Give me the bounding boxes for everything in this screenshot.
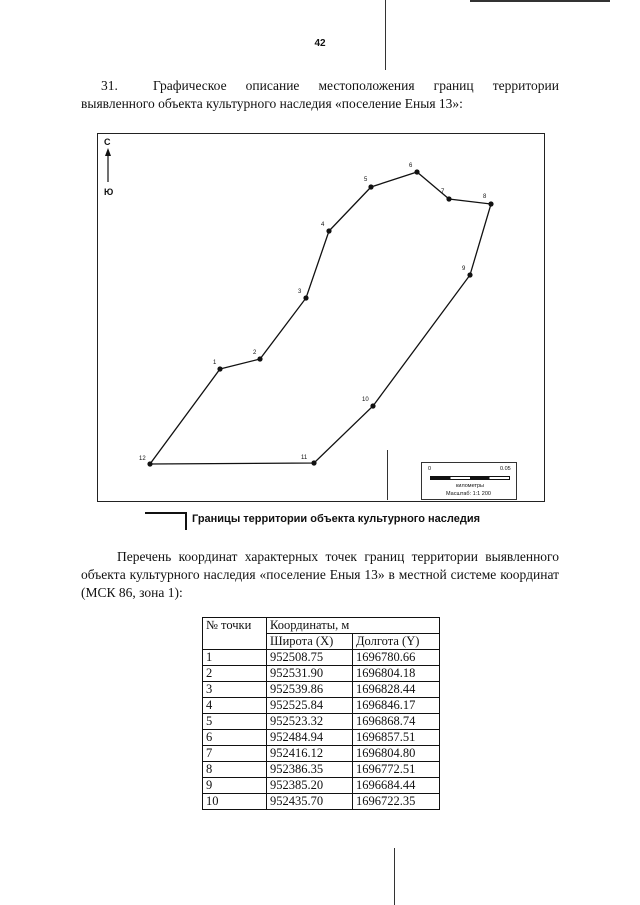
cell-longitude: 1696804.80 bbox=[353, 746, 440, 762]
point-label-6: 6 bbox=[409, 163, 413, 169]
boundary-point-6 bbox=[414, 169, 419, 174]
cell-point: 8 bbox=[203, 762, 267, 778]
boundary-point-1 bbox=[217, 366, 222, 371]
scan-artifact-line bbox=[470, 0, 610, 2]
cell-latitude: 952539.86 bbox=[267, 682, 353, 698]
header-latitude: Широта (X) bbox=[267, 634, 353, 650]
table-row bbox=[203, 762, 440, 778]
table-row bbox=[203, 746, 440, 762]
point-label-12: 12 bbox=[139, 456, 146, 462]
scan-artifact-line bbox=[385, 0, 386, 70]
coordinates-intro-text: Перечень координат характерных точек границ территории выявленного объекта культурного наследия «поселение Еныя 13» в местной системе координат (МСК 86, зона 1): bbox=[81, 549, 559, 600]
cell-point: 5 bbox=[203, 714, 267, 730]
section-heading-text: Графическое описание местоположения границ территории выявленного объекта культурного наследия «поселение Еныя 13»: bbox=[81, 78, 559, 111]
map-scale-bar bbox=[421, 462, 517, 500]
cell-longitude: 1696684.44 bbox=[353, 778, 440, 794]
coordinates-table bbox=[202, 617, 440, 810]
table-row bbox=[203, 682, 440, 698]
compass-north-label: С bbox=[104, 137, 111, 147]
cell-point: 2 bbox=[203, 666, 267, 682]
scale-unit-label: километры bbox=[456, 483, 484, 489]
header-longitude: Долгота (Y) bbox=[353, 634, 440, 650]
table-row bbox=[203, 698, 440, 714]
cell-point: 9 bbox=[203, 778, 267, 794]
section-heading bbox=[81, 77, 559, 113]
table-header-row bbox=[203, 618, 440, 634]
point-label-4: 4 bbox=[321, 222, 325, 228]
cell-longitude: 1696868.74 bbox=[353, 714, 440, 730]
point-label-7: 7 bbox=[441, 189, 445, 195]
cell-longitude: 1696828.44 bbox=[353, 682, 440, 698]
page-number: 42 bbox=[314, 38, 326, 49]
table-row bbox=[203, 714, 440, 730]
boundary-point-2 bbox=[257, 356, 262, 361]
legend-line-tick bbox=[185, 512, 187, 530]
cell-latitude: 952508.75 bbox=[267, 650, 353, 666]
point-label-5: 5 bbox=[364, 177, 368, 183]
table-row bbox=[203, 794, 440, 810]
cell-latitude: 952523.32 bbox=[267, 714, 353, 730]
table-row bbox=[203, 730, 440, 746]
boundary-point-11 bbox=[311, 460, 316, 465]
header-coordinates: Координаты, м bbox=[267, 618, 440, 634]
legend-label: Границы территории объекта культурного наследия bbox=[192, 513, 481, 525]
boundary-map bbox=[97, 133, 545, 502]
table-row bbox=[203, 666, 440, 682]
table-row bbox=[203, 778, 440, 794]
cell-longitude: 1696857.51 bbox=[353, 730, 440, 746]
scale-ratio-label: Масштаб: 1:1 200 bbox=[446, 491, 491, 497]
cell-point: 4 bbox=[203, 698, 267, 714]
point-label-9: 9 bbox=[462, 266, 466, 272]
boundary-map-drawing bbox=[98, 134, 546, 503]
table-row bbox=[203, 650, 440, 666]
cell-latitude: 952435.70 bbox=[267, 794, 353, 810]
scale-bar-graphic bbox=[430, 476, 510, 480]
legend-line-symbol bbox=[145, 512, 185, 514]
compass-south-label: Ю bbox=[104, 187, 114, 197]
cell-latitude: 952416.12 bbox=[267, 746, 353, 762]
point-label-2: 2 bbox=[253, 350, 257, 356]
scan-artifact-line bbox=[394, 848, 395, 905]
cell-longitude: 1696722.35 bbox=[353, 794, 440, 810]
point-label-8: 8 bbox=[483, 194, 487, 200]
boundary-point-10 bbox=[370, 403, 375, 408]
cell-point: 7 bbox=[203, 746, 267, 762]
point-label-1: 1 bbox=[213, 360, 217, 366]
cell-point: 3 bbox=[203, 682, 267, 698]
cell-latitude: 952525.84 bbox=[267, 698, 353, 714]
cell-longitude: 1696780.66 bbox=[353, 650, 440, 666]
boundary-point-3 bbox=[303, 295, 308, 300]
boundary-point-12 bbox=[147, 461, 152, 466]
point-label-10: 10 bbox=[362, 397, 369, 403]
boundary-point-9 bbox=[467, 272, 472, 277]
cell-longitude: 1696846.17 bbox=[353, 698, 440, 714]
cell-longitude: 1696804.18 bbox=[353, 666, 440, 682]
cell-latitude: 952484.94 bbox=[267, 730, 353, 746]
cell-longitude: 1696772.51 bbox=[353, 762, 440, 778]
scale-end-label: 0.05 bbox=[500, 466, 511, 472]
header-point-number: № точки bbox=[203, 618, 267, 650]
boundary-point-5 bbox=[368, 184, 373, 189]
cell-latitude: 952386.35 bbox=[267, 762, 353, 778]
cell-latitude: 952531.90 bbox=[267, 666, 353, 682]
scale-start-label: 0 bbox=[428, 466, 432, 472]
boundary-polygon bbox=[150, 172, 491, 464]
cell-point: 1 bbox=[203, 650, 267, 666]
cell-point: 6 bbox=[203, 730, 267, 746]
section-number: 31. bbox=[101, 78, 118, 93]
boundary-point-7 bbox=[446, 196, 451, 201]
compass-arrow bbox=[105, 148, 111, 182]
boundary-point-8 bbox=[488, 201, 493, 206]
cell-latitude: 952385.20 bbox=[267, 778, 353, 794]
cell-point: 10 bbox=[203, 794, 267, 810]
coordinates-intro bbox=[81, 548, 559, 602]
boundary-point-4 bbox=[326, 228, 331, 233]
map-legend bbox=[145, 509, 505, 531]
point-label-11: 11 bbox=[301, 455, 308, 461]
point-label-3: 3 bbox=[298, 289, 302, 295]
boundary-points bbox=[147, 169, 493, 466]
